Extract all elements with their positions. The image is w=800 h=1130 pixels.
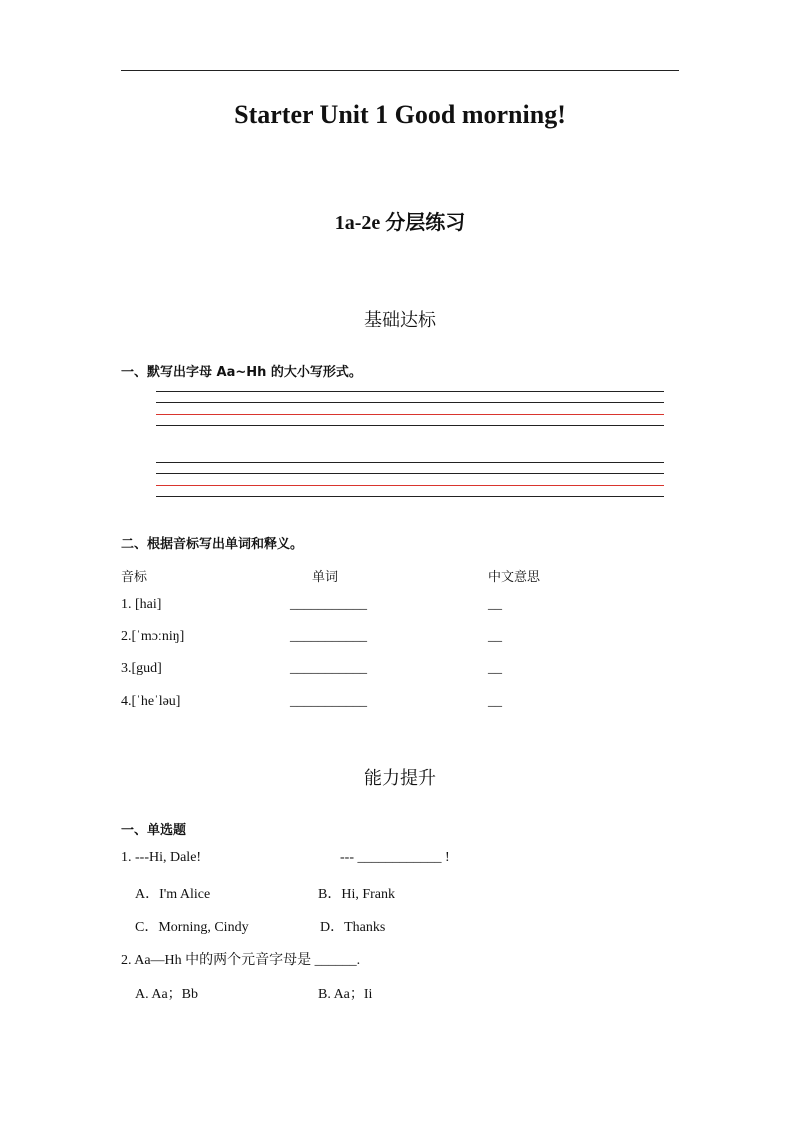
meaning-blank-1[interactable]: __ bbox=[488, 597, 502, 612]
column-header-phonetic: 音标 bbox=[121, 570, 148, 585]
word-blank-3[interactable]: ___________ bbox=[290, 661, 367, 676]
grid-baseline-red bbox=[156, 414, 664, 415]
section-heading-basic: 基础达标 bbox=[364, 310, 436, 331]
question-2-instruction: 二、根据音标写出单词和释义。 bbox=[121, 537, 304, 552]
meaning-blank-4[interactable]: __ bbox=[488, 694, 502, 709]
word-blank-4[interactable]: ___________ bbox=[290, 694, 367, 709]
mc-question-1-option-b[interactable]: B．Hi, Frank bbox=[318, 887, 395, 902]
grid-line bbox=[156, 425, 664, 426]
phonetic-4: 4.[ˈheˈləu] bbox=[121, 694, 181, 709]
word-blank-1[interactable]: ___________ bbox=[290, 597, 367, 612]
word-blank-2[interactable]: ___________ bbox=[290, 629, 367, 644]
grid-line bbox=[156, 473, 664, 474]
column-header-meaning: 中文意思 bbox=[488, 570, 541, 585]
worksheet-subtitle: 1a-2e 分层练习 bbox=[334, 212, 466, 234]
column-header-word: 单词 bbox=[312, 570, 339, 585]
mc-question-2-option-a[interactable]: A. Aa；Bb bbox=[135, 987, 198, 1002]
mc-question-1-option-a[interactable]: A．I'm Alice bbox=[135, 887, 211, 902]
meaning-blank-2[interactable]: __ bbox=[488, 629, 502, 644]
grid-line bbox=[156, 391, 664, 392]
worksheet-title: Starter Unit 1 Good morning! bbox=[234, 100, 566, 129]
grid-line bbox=[156, 402, 664, 403]
grid-baseline-red bbox=[156, 485, 664, 486]
grid-line bbox=[156, 462, 664, 463]
header-rule bbox=[121, 70, 679, 71]
mc-question-1-reply-blank[interactable]: --- ____________ ! bbox=[340, 850, 450, 865]
mc-question-2-stem: 2. Aa—Hh 中的两个元音字母是 ______. bbox=[121, 953, 361, 968]
mc-question-2-option-b[interactable]: B. Aa；Ii bbox=[318, 987, 373, 1002]
phonetic-2: 2.[ˈmɔːniŋ] bbox=[121, 629, 185, 644]
grid-line bbox=[156, 496, 664, 497]
mc-question-1-option-d[interactable]: D．Thanks bbox=[320, 920, 386, 935]
phonetic-3: 3.[gud] bbox=[121, 661, 162, 676]
mc-question-1-stem: 1. ---Hi, Dale! bbox=[121, 850, 202, 865]
meaning-blank-3[interactable]: __ bbox=[488, 661, 502, 676]
mc-question-1-option-c[interactable]: C．Morning, Cindy bbox=[135, 920, 249, 935]
mc-instruction: 一、单选题 bbox=[121, 823, 187, 838]
section-heading-advanced: 能力提升 bbox=[364, 768, 436, 789]
phonetic-1: 1. [hai] bbox=[121, 597, 162, 612]
question-1-instruction: 一、默写出字母 Aa~Hh 的大小写形式。 bbox=[121, 365, 362, 380]
